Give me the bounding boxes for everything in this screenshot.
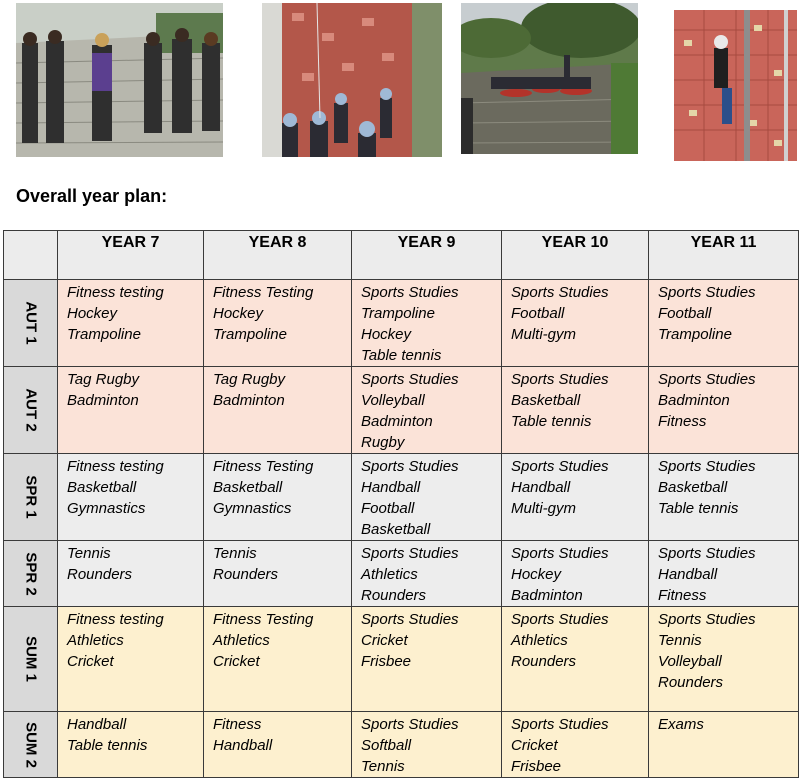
activity-item: Tennis xyxy=(658,632,702,649)
activity-item: Fitness testing xyxy=(67,611,164,628)
activity-item: Hockey xyxy=(67,305,118,322)
plan-cell xyxy=(649,367,799,454)
plan-cell xyxy=(649,607,799,712)
activity-item: Fitness Testing xyxy=(213,458,314,475)
activity-item: Cricket xyxy=(67,653,114,670)
term-label: SUM 2 xyxy=(22,721,39,768)
activity-item: Sports Studies xyxy=(511,371,609,388)
activity-item: Badminton xyxy=(67,392,139,409)
activity-item: Gymnastics xyxy=(213,500,292,517)
activity-item: Gymnastics xyxy=(67,500,146,517)
term-cell xyxy=(4,712,58,778)
activity-item: Trampoline xyxy=(67,326,141,343)
activity-item: Table tennis xyxy=(511,413,592,430)
activity-item: Rounders xyxy=(67,566,133,583)
plan-cell xyxy=(58,712,204,778)
activity-item: Handball xyxy=(213,737,273,754)
activity-item: Badminton xyxy=(511,587,583,604)
activity-item: Table tennis xyxy=(658,500,739,517)
activity-item: Multi-gym xyxy=(511,500,577,517)
activity-item: Sports Studies xyxy=(361,545,459,562)
photo-group-on-dry-slope xyxy=(16,3,223,157)
activity-item: Sports Studies xyxy=(511,545,609,562)
activity-item: Sports Studies xyxy=(658,545,756,562)
activity-item: Tennis xyxy=(67,545,111,562)
table-row xyxy=(4,607,799,712)
activity-item: Badminton xyxy=(658,392,730,409)
activity-item: Sports Studies xyxy=(361,284,459,301)
plan-cell xyxy=(58,367,204,454)
column-header-year-9: YEAR 9 xyxy=(352,231,502,280)
plan-cell xyxy=(58,280,204,367)
activity-item: Fitness xyxy=(658,587,707,604)
table-row xyxy=(4,280,799,367)
year-plan-table xyxy=(3,230,799,778)
activity-item: Sports Studies xyxy=(658,371,756,388)
table-row xyxy=(4,454,799,541)
activity-item: Tag Rugby xyxy=(213,371,285,388)
activity-item: Trampoline xyxy=(361,305,435,322)
plan-cell xyxy=(502,541,649,607)
activity-item: Basketball xyxy=(658,479,728,496)
plan-cell xyxy=(502,712,649,778)
plan-cell xyxy=(649,541,799,607)
photo-climber xyxy=(674,10,797,161)
term-label: AUT 1 xyxy=(22,301,39,345)
activity-item: Cricket xyxy=(213,653,260,670)
activity-item: Athletics xyxy=(361,566,418,583)
plan-cell xyxy=(58,607,204,712)
plan-cell xyxy=(649,454,799,541)
photo-canoeing xyxy=(461,3,638,154)
activity-item: Multi-gym xyxy=(511,326,577,343)
activity-item: Fitness xyxy=(658,413,707,430)
activity-item: Sports Studies xyxy=(361,611,459,628)
activity-item: Athletics xyxy=(213,632,270,649)
table-row xyxy=(4,541,799,607)
activity-item: Tennis xyxy=(213,545,257,562)
term-cell xyxy=(4,541,58,607)
term-cell xyxy=(4,367,58,454)
plan-cell xyxy=(502,280,649,367)
activity-item: Tennis xyxy=(361,758,405,775)
activity-item: Trampoline xyxy=(658,326,732,343)
activity-item: Rounders xyxy=(511,653,577,670)
plan-cell xyxy=(502,454,649,541)
plan-cell xyxy=(58,541,204,607)
activity-item: Fitness testing xyxy=(67,284,164,301)
table-header-row xyxy=(4,231,799,280)
term-cell xyxy=(4,454,58,541)
activity-item: Softball xyxy=(361,737,412,754)
activity-item: Sports Studies xyxy=(361,716,459,733)
activity-item: Sports Studies xyxy=(511,611,609,628)
activity-item: Rounders xyxy=(361,587,427,604)
activity-item: Hockey xyxy=(511,566,562,583)
activity-item: Cricket xyxy=(361,632,408,649)
plan-cell xyxy=(352,541,502,607)
plan-cell xyxy=(502,607,649,712)
activity-item: Cricket xyxy=(511,737,558,754)
activity-item: Rugby xyxy=(361,434,405,451)
activity-item: Athletics xyxy=(67,632,124,649)
plan-cell xyxy=(502,367,649,454)
activity-item: Frisbee xyxy=(361,653,412,670)
plan-cell xyxy=(352,454,502,541)
column-header-year-10: YEAR 10 xyxy=(502,231,649,280)
activity-item: Sports Studies xyxy=(511,284,609,301)
activity-item: Basketball xyxy=(361,521,431,538)
term-label: SPR 2 xyxy=(22,551,39,596)
plan-cell xyxy=(204,454,352,541)
activity-item: Handball xyxy=(67,716,127,733)
activity-item: Volleyball xyxy=(658,653,722,670)
activity-item: Fitness testing xyxy=(67,458,164,475)
activity-item: Table tennis xyxy=(361,347,442,364)
column-header-year-11: YEAR 11 xyxy=(649,231,799,280)
plan-cell xyxy=(649,712,799,778)
plan-cell xyxy=(58,454,204,541)
activity-item: Table tennis xyxy=(67,737,148,754)
plan-cell xyxy=(204,280,352,367)
activity-item: Football xyxy=(658,305,712,322)
activity-item: Sports Studies xyxy=(511,458,609,475)
activity-item: Exams xyxy=(658,716,704,733)
term-label: SUM 1 xyxy=(22,636,39,682)
activity-item: Fitness xyxy=(213,716,262,733)
table-row xyxy=(4,712,799,778)
plan-cell xyxy=(352,607,502,712)
table-row xyxy=(4,367,799,454)
term-cell xyxy=(4,280,58,367)
column-header-year-7: YEAR 7 xyxy=(58,231,204,280)
plan-cell xyxy=(204,607,352,712)
activity-item: Sports Studies xyxy=(361,371,459,388)
activity-item: Hockey xyxy=(213,305,264,322)
activity-item: Football xyxy=(511,305,565,322)
activity-item: Frisbee xyxy=(511,758,562,775)
activity-item: Sports Studies xyxy=(658,458,756,475)
plan-cell xyxy=(204,541,352,607)
corner-cell xyxy=(4,231,58,280)
activity-item: Hockey xyxy=(361,326,412,343)
activity-item: Sports Studies xyxy=(658,284,756,301)
term-cell xyxy=(4,607,58,712)
activity-item: Basketball xyxy=(213,479,283,496)
activity-item: Handball xyxy=(361,479,421,496)
plan-cell xyxy=(352,712,502,778)
activity-item: Basketball xyxy=(511,392,581,409)
term-label: AUT 2 xyxy=(22,388,39,432)
activity-item: Tag Rugby xyxy=(67,371,139,388)
plan-cell xyxy=(352,280,502,367)
activity-item: Fitness Testing xyxy=(213,284,314,301)
plan-cell xyxy=(649,280,799,367)
activity-item: Football xyxy=(361,500,415,517)
activity-item: Badminton xyxy=(361,413,433,430)
plan-cell xyxy=(204,367,352,454)
activity-item: Volleyball xyxy=(361,392,425,409)
activity-item: Handball xyxy=(658,566,718,583)
activity-item: Handball xyxy=(511,479,571,496)
activity-item: Basketball xyxy=(67,479,137,496)
activity-item: Sports Studies xyxy=(511,716,609,733)
activity-item: Sports Studies xyxy=(658,611,756,628)
photo-climbing-wall-group xyxy=(262,3,442,157)
activity-item: Athletics xyxy=(511,632,568,649)
activity-item: Trampoline xyxy=(213,326,287,343)
activity-item: Rounders xyxy=(658,674,724,691)
activity-item: Fitness Testing xyxy=(213,611,314,628)
column-header-year-8: YEAR 8 xyxy=(204,231,352,280)
activity-item: Sports Studies xyxy=(361,458,459,475)
activity-item: Badminton xyxy=(213,392,285,409)
plan-cell xyxy=(204,712,352,778)
activity-item: Rounders xyxy=(213,566,279,583)
plan-cell xyxy=(352,367,502,454)
page-heading: Overall year plan: xyxy=(16,186,168,206)
term-label: SPR 1 xyxy=(22,475,39,519)
